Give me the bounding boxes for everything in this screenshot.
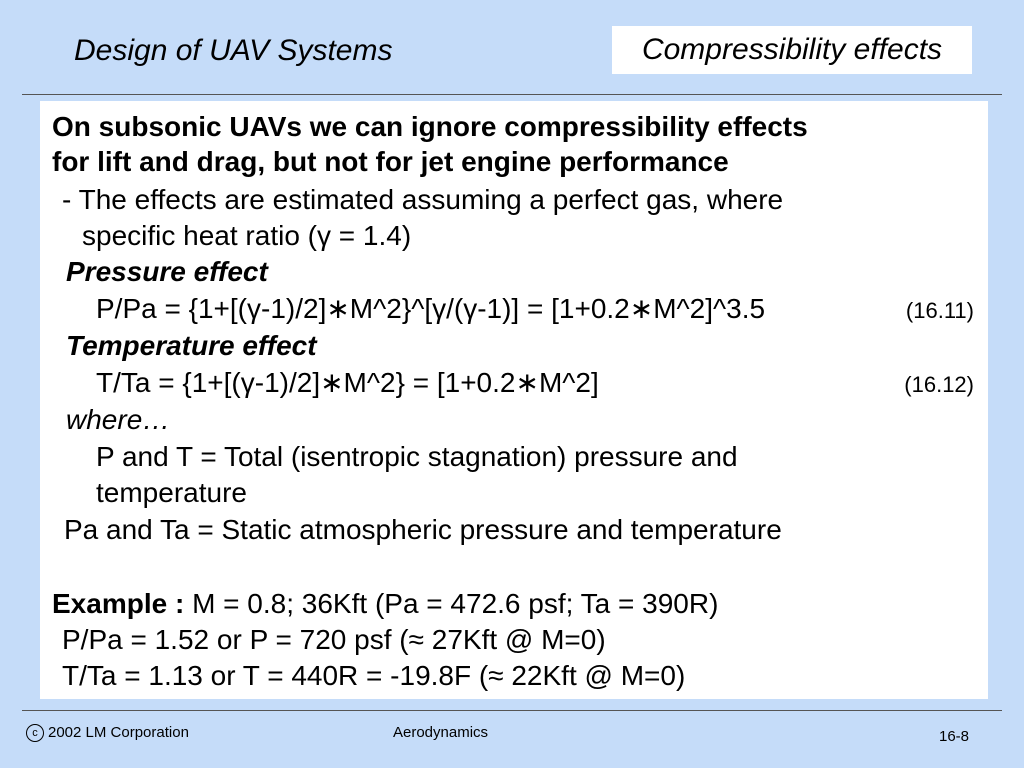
bullet-line-2: specific heat ratio (γ = 1.4) bbox=[82, 220, 412, 251]
page-number: 16-8 bbox=[939, 728, 970, 745]
where-line-1: P and T = Total (isentropic stagnation) pressure and bbox=[96, 441, 738, 472]
heading-line-2: for lift and drag, but not for jet engine performance bbox=[52, 146, 729, 177]
example-line-2: P/Pa = 1.52 or P = 720 psf (≈ 27Kft @ M=0) bbox=[62, 624, 606, 655]
bullet-line-1: - The effects are estimated assuming a perfect gas, where bbox=[62, 184, 784, 215]
temperature-equation-number: (16.12) bbox=[904, 372, 974, 397]
where-line-2: temperature bbox=[96, 477, 247, 508]
pressure-formula: P/Pa = {1+[(γ-1)/2]∗M^2}^[γ/(γ-1)] = [1+0.2∗M^2]^3.5 bbox=[96, 293, 766, 324]
pressure-effect-title: Pressure effect bbox=[66, 256, 268, 287]
footer-copyright bbox=[26, 724, 189, 742]
example-label: Example : bbox=[52, 588, 185, 619]
header-divider bbox=[22, 94, 1002, 95]
pressure-equation-number: (16.11) bbox=[905, 298, 974, 323]
copyright-text: 2002 LM Corporation bbox=[48, 724, 189, 741]
example-line-1 bbox=[52, 587, 718, 621]
example-line-3: T/Ta = 1.13 or T = 440R = -19.8F (≈ 22Kft @ M=0) bbox=[62, 660, 686, 691]
where-label: where… bbox=[66, 404, 171, 435]
heading-line-1: On subsonic UAVs we can ignore compressibility effects bbox=[52, 111, 808, 142]
topic-title-box: Compressibility effects bbox=[612, 26, 972, 74]
footer-divider bbox=[22, 710, 1002, 711]
footer-section: Aerodynamics bbox=[393, 724, 489, 741]
slide-header-title: Design of UAV Systems bbox=[74, 34, 393, 67]
temperature-effect-title: Temperature effect bbox=[66, 330, 317, 361]
static-definition: Pa and Ta = Static atmospheric pressure and temperature bbox=[64, 514, 782, 545]
temperature-formula: T/Ta = {1+[(γ-1)/2]∗M^2} = [1+0.2∗M^2] bbox=[96, 367, 599, 398]
copyright-icon: c bbox=[26, 724, 44, 742]
content-panel bbox=[40, 101, 988, 699]
example-text: M = 0.8; 36Kft (Pa = 472.6 psf; Ta = 390R) bbox=[192, 588, 719, 619]
